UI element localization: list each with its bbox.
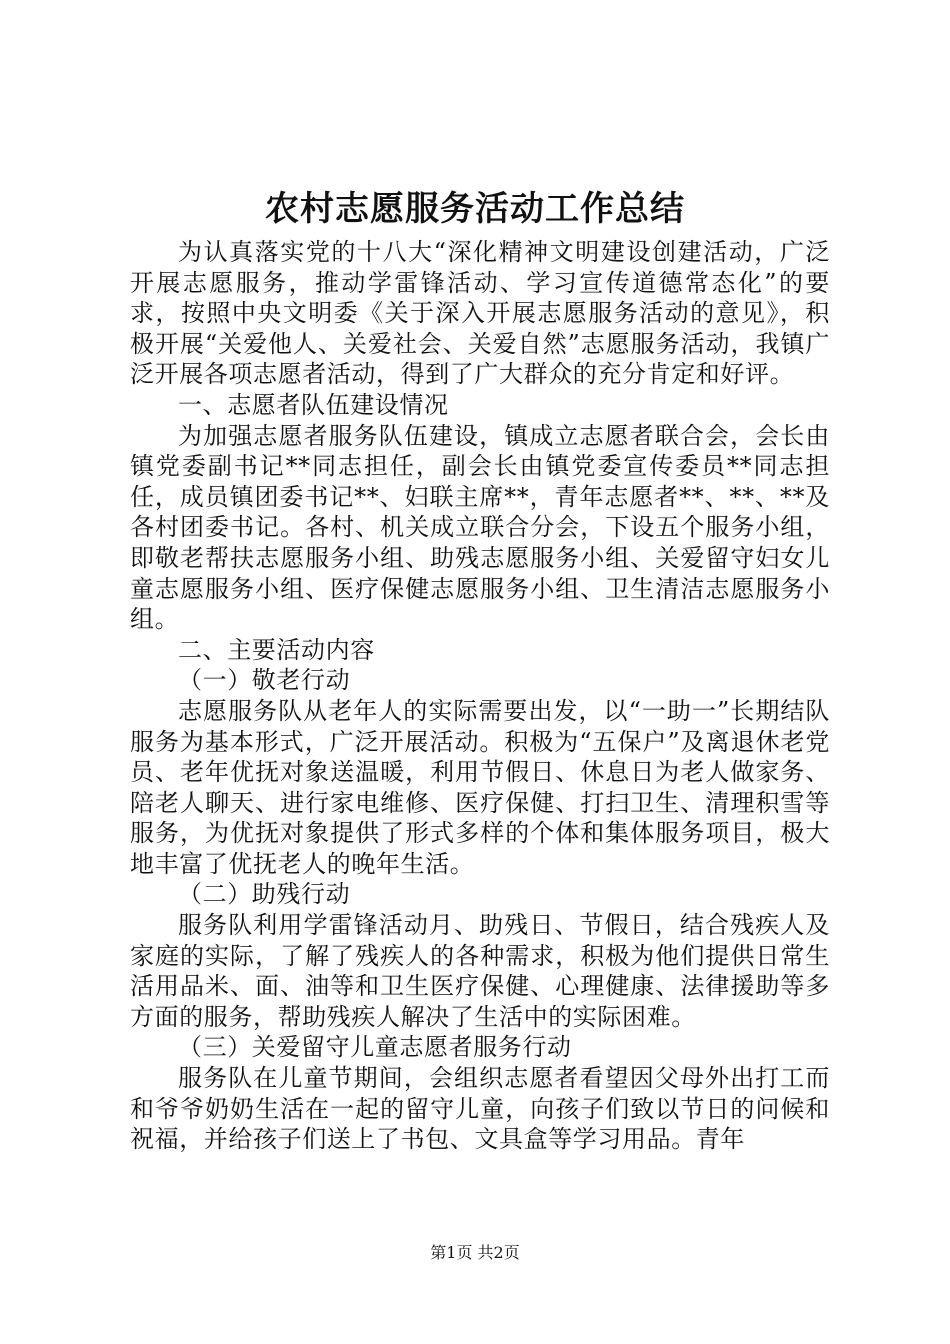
heading-subsection-children: （三）关爱留守儿童志愿者服务行动 bbox=[178, 1033, 572, 1062]
heading-section-2: 二、主要活动内容 bbox=[178, 635, 375, 664]
paragraph-team-building: 为加强志愿者服务队伍建设，镇成立志愿者联合会，会长由镇党委副书记**同志担任，副会长由镇党委宣传委员**同志担任，成员镇团委书记**、妇联主席**，青年志愿者**、**、**及各村团委书记。各村、机关成立联合分会，下设五个服务小组，即敬老帮扶志愿服务小组、助残志愿服务小组、关爱留守妇女儿童志愿服务小组、医疗保健志愿服务小组、卫生清洁志愿服务小组。 bbox=[130, 421, 830, 634]
heading-section-1: 一、志愿者队伍建设情况 bbox=[178, 390, 449, 419]
paragraph-elderly: 志愿服务队从老年人的实际需要出发，以“一助一”长期结队服务为基本形式，广泛开展活动。积极为“五保户”及离退休老党员、老年优抚对象送温暖，利用节假日、休息日为老人做家务、陪老人聊天、进行家电维修、医疗保健、打扫卫生、清理积雪等服务，为优抚对象提供了形式多样的个体和集体服务项目，极大地丰富了优抚老人的晚年生活。 bbox=[130, 696, 830, 878]
paragraph-children: 服务队在儿童节期间，会组织志愿者看望因父母外出打工而和爷爷奶奶生活在一起的留守儿童，向孩子们致以节日的问候和祝福，并给孩子们送上了书包、文具盒等学习用品。青年 bbox=[130, 1064, 830, 1154]
document-title: 农村志愿服务活动工作总结 bbox=[265, 189, 685, 229]
paragraph-disabled: 服务队利用学雷锋活动月、助残日、节假日，结合残疾人及家庭的实际，了解了残疾人的各种需求，积极为他们提供日常生活用品米、面、油等和卫生医疗保健、心理健康、法律援助等多方面的服务，帮助残疾人解决了生活中的实际困难。 bbox=[130, 911, 830, 1031]
page-footer: 第1页 共2页 bbox=[430, 1243, 520, 1262]
heading-subsection-elderly: （一）敬老行动 bbox=[178, 666, 351, 695]
heading-subsection-disabled: （二）助残行动 bbox=[178, 880, 351, 909]
paragraph-intro: 为认真落实党的十八大“深化精神文明建设创建活动，广泛开展志愿服务，推动学雷锋活动、学习宣传道德常态化”的要求，按照中央文明委《关于深入开展志愿服务活动的意见》，积极开展“关爱他人、关爱社会、关爱自然”志愿服务活动，我镇广泛开展各项志愿者活动，得到了广大群众的充分肯定和好评。 bbox=[130, 238, 830, 389]
document-body bbox=[130, 237, 830, 1155]
